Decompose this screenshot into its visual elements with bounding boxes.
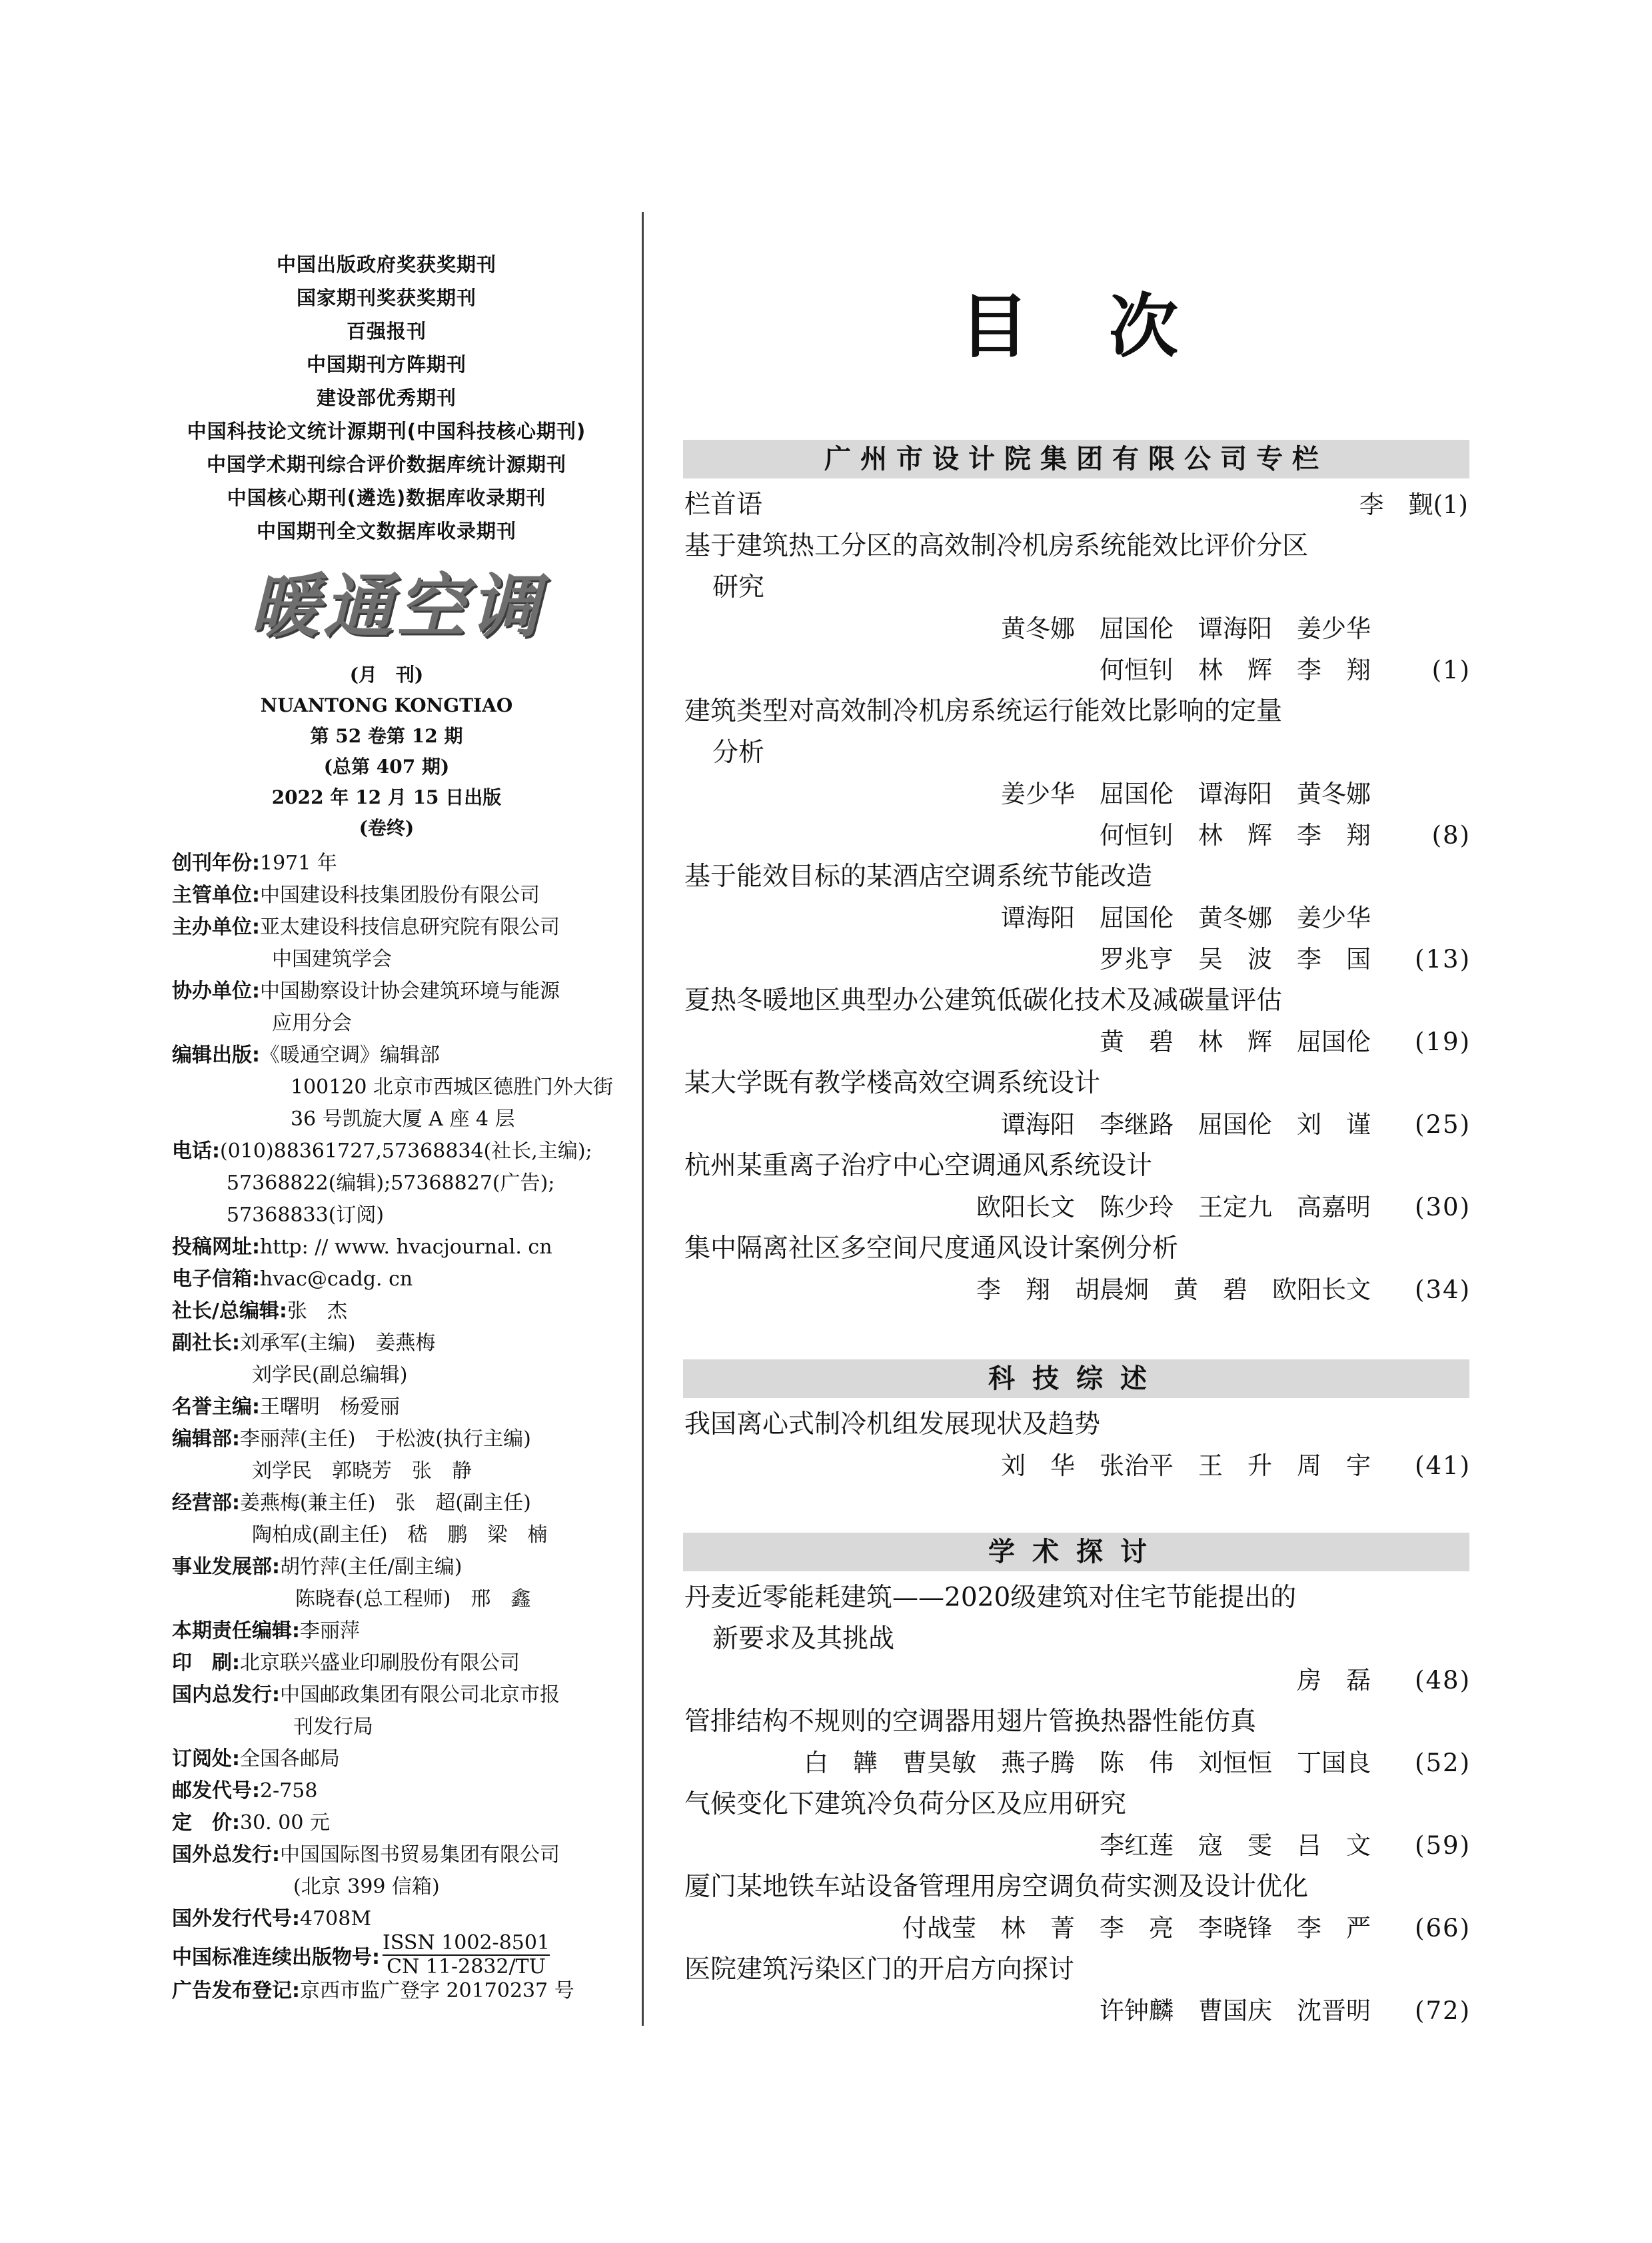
award-item: 中国期刊全文数据库收录期刊 [256, 520, 516, 542]
article-authors: 房 磊 (48) [684, 1661, 1473, 1701]
article-title[interactable]: 集中隔离社区多空间尺度通风设计案例分析 [684, 1233, 1179, 1263]
issue-pinyin: NUANTONG KONGTIAO [260, 694, 513, 716]
host-row: 主办单位:亚太建设科技信息研究院有限公司 [172, 916, 560, 939]
page-number: (19) [1415, 1028, 1471, 1056]
article-authors: 谭海阳 李继路 屈国伦 刘 谨 (25) [684, 1105, 1473, 1145]
vice-president-row: 副社长:刘承军(主编) 姜燕梅 [172, 1331, 436, 1355]
page-number: (13) [1415, 945, 1471, 974]
serial-number-row: 中国标准连续出版物号: ISSN 1002-8501 CN 11-2832/TU [172, 1931, 550, 1978]
honorary-editor-row: 名誉主编:王曙明 杨爱丽 [172, 1395, 400, 1419]
editorial-dept-row: 编辑部:李丽萍(主任) 于松波(执行主编) [172, 1427, 531, 1451]
article-author-page: 李 觐(1) [1359, 490, 1468, 519]
awards-list [160, 248, 613, 548]
domestic-distributor-row-cont: 刊发行局 [293, 1715, 373, 1739]
page-number: (41) [1415, 1451, 1471, 1480]
article-title-cont[interactable]: 研究 [712, 572, 765, 602]
issue-info [160, 660, 613, 844]
award-item: 中国核心期刊(遴选)数据库收录期刊 [227, 486, 546, 509]
phone-row-cont: 57368833(订阅) [227, 1203, 385, 1227]
masthead [172, 848, 632, 2007]
article-title[interactable]: 医院建筑污染区门的开启方向探讨 [684, 1954, 1075, 1984]
co-host-row: 协办单位:中国勘察设计协会建筑环境与能源 [172, 980, 560, 1003]
article-title[interactable]: 丹麦近零能耗建筑——2020级建筑对住宅节能提出的 [684, 1583, 1297, 1613]
email-row: 电子信箱:hvac@cadg. cn [172, 1267, 413, 1291]
award-item: 中国期刊方阵期刊 [306, 353, 466, 376]
postal-code-row: 邮发代号:2-758 [172, 1779, 318, 1803]
article-title[interactable]: 某大学既有教学楼高效空调系统设计 [684, 1068, 1101, 1098]
article-authors: 刘 华 张治平 王 升 周 宇 (41) [684, 1446, 1473, 1486]
editor-row: 编辑出版:《暖通空调》编辑部 [172, 1044, 440, 1067]
sponsor-row: 主管单位:中国建设科技集团股份有限公司 [172, 884, 540, 907]
article-authors: 许钟麟 曹国庆 沈晋明 (72) [684, 1991, 1473, 2031]
page-number: (25) [1415, 1110, 1471, 1139]
price-row: 定 价:30. 00 元 [172, 1811, 330, 1835]
issue-date: 2022 年 12 月 15 日出版 [271, 786, 502, 808]
article-title-cont[interactable]: 分析 [712, 738, 765, 768]
editorial-dept-row-cont: 刘学民 郭晓芳 张 静 [252, 1459, 472, 1483]
page-number: (8) [1431, 821, 1471, 850]
article-authors: 李红莲 寇 雯 吕 文 (59) [684, 1826, 1473, 1866]
article-authors: 谭海阳 屈国伦 黄冬娜 姜少华 [1001, 904, 1371, 932]
ad-license-row: 广告发布登记:京西市监广登字 20170237 号 [172, 1979, 574, 2002]
domestic-distributor-row: 国内总发行:中国邮政集团有限公司北京市报 [172, 1683, 560, 1707]
journal-logo: 暖通空调 [249, 566, 543, 647]
development-dept-row: 事业发展部:胡竹萍(主任/副主编) [172, 1555, 462, 1579]
article-authors: 罗兆亨 吴 波 李 国 (13) [684, 940, 1473, 980]
editor-address: 100120 北京市西城区德胜门外大街 [291, 1076, 614, 1099]
phone-row-cont: 57368822(编辑);57368827(广告); [227, 1171, 555, 1195]
article-title[interactable]: 管排结构不规则的空调器用翅片管换热器性能仿真 [684, 1707, 1257, 1737]
cn-number: CN 11-2832/TU [387, 1955, 546, 1978]
article-authors: 付战莹 林 菁 李 亮 李晓锋 李 严 (66) [684, 1908, 1473, 1948]
intl-distributor-row: 国外总发行:中国国际图书贸易集团有限公司 [172, 1843, 560, 1867]
business-dept-row-cont: 陶柏成(副主任) 嵇 鹏 梁 楠 [252, 1523, 548, 1547]
article-title[interactable]: 我国离心式制冷机组发展现状及趋势 [684, 1409, 1101, 1439]
article-title[interactable]: 气候变化下建筑冷负荷分区及应用研究 [684, 1789, 1127, 1819]
editor-address-cont: 36 号凯旋大厦 A 座 4 层 [291, 1108, 515, 1131]
article-authors: 黄 碧 林 辉 屈国伦 (19) [684, 1022, 1473, 1062]
award-item: 国家期刊奖获奖期刊 [296, 287, 476, 309]
award-item: 中国出版政府奖获奖期刊 [276, 253, 496, 276]
toc-title: 目次 [960, 286, 1259, 367]
responsible-editor-row: 本期责任编辑:李丽萍 [172, 1619, 360, 1643]
article-title[interactable]: 杭州某重离子治疗中心空调通风系统设计 [684, 1151, 1153, 1181]
section-header-review: 科技综述 [683, 1359, 1469, 1398]
award-item: 中国学术期刊综合评价数据库统计源期刊 [206, 453, 566, 476]
co-host-row-cont: 应用分会 [272, 1012, 352, 1035]
intl-distributor-row-cont: (北京 399 信箱) [293, 1875, 440, 1898]
article-title[interactable]: 建筑类型对高效制冷机房系统运行能效比影响的定量 [684, 696, 1283, 726]
president-row: 社长/总编辑:张 杰 [172, 1299, 347, 1323]
issue-volume: 第 52 卷第 12 期 [310, 725, 463, 747]
article-authors: 李 翔 胡晨炯 黄 碧 欧阳长文 (34) [684, 1270, 1473, 1310]
article-authors: 姜少华 屈国伦 谭海阳 黄冬娜 [1001, 780, 1371, 808]
article-authors: 白 韡 曹昊敏 燕子腾 陈 伟 刘恒恒 丁国良 (52) [684, 1743, 1473, 1783]
issn-cn-stack [383, 1932, 550, 1978]
host-row-cont: 中国建筑学会 [272, 948, 392, 971]
page-number: (34) [1415, 1275, 1471, 1304]
page-number: (72) [1415, 1996, 1471, 2025]
toc-entry[interactable] [684, 485, 1471, 525]
website-row: 投稿网址:http: // www. hvacjournal. cn [172, 1235, 552, 1259]
article-title[interactable]: 夏热冬暖地区典型办公建筑低碳化技术及减碳量评估 [684, 986, 1283, 1016]
article-title-cont[interactable]: 新要求及其挑战 [712, 1624, 895, 1654]
section-header-guangzhou: 广州市设计院集团有限公司专栏 [683, 440, 1469, 478]
website-link[interactable]: http: // www. hvacjournal. cn [260, 1235, 552, 1259]
article-authors: 欧阳长文 陈少玲 王定九 高嘉明 (30) [684, 1187, 1473, 1227]
award-item: 百强报刊 [346, 320, 426, 343]
vice-president-row-cont: 刘学民(副总编辑) [252, 1363, 408, 1387]
page-number: (30) [1415, 1193, 1471, 1221]
issue-frequency: (月 刊) [349, 664, 424, 686]
page-number: (66) [1415, 1914, 1471, 1942]
issn: ISSN 1002-8501 [383, 1931, 550, 1954]
phone-row: 电话:(010)88361727,57368834(社长,主编); [172, 1139, 592, 1163]
issue-final: (卷终) [359, 817, 414, 839]
article-authors: 黄冬娜 屈国伦 谭海阳 姜少华 [1001, 614, 1371, 643]
article-title: 栏首语 [684, 490, 763, 520]
email-link[interactable]: hvac@cadg. cn [260, 1267, 413, 1291]
article-authors: 何恒钊 林 辉 李 翔 (1) [684, 650, 1473, 690]
intl-code-row: 国外发行代号:4708M [172, 1907, 372, 1930]
column-divider [642, 212, 644, 2026]
page-number: (1) [1431, 656, 1471, 684]
founded-row: 创刊年份:1971 年 [172, 852, 337, 875]
development-dept-row-cont: 陈晓春(总工程师) 邢 鑫 [295, 1587, 531, 1611]
page-number: (52) [1415, 1749, 1471, 1777]
article-authors: 何恒钊 林 辉 李 翔 (8) [684, 816, 1473, 856]
printer-row: 印 刷:北京联兴盛业印刷股份有限公司 [172, 1651, 520, 1675]
business-dept-row: 经营部:姜燕梅(兼主任) 张 超(副主任) [172, 1491, 531, 1515]
page-number: (59) [1415, 1831, 1471, 1860]
award-item: 建设部优秀期刊 [316, 386, 456, 409]
section-header-academic: 学术探讨 [683, 1533, 1469, 1571]
subscription-row: 订阅处:全国各邮局 [172, 1747, 340, 1771]
page-number: (48) [1415, 1666, 1471, 1695]
award-item: 中国科技论文统计源期刊(中国科技核心期刊) [187, 420, 586, 442]
issue-total: (总第 407 期) [323, 756, 450, 778]
article-title[interactable]: 基于能效目标的某酒店空调系统节能改造 [684, 862, 1153, 892]
article-title[interactable]: 基于建筑热工分区的高效制冷机房系统能效比评价分区 [684, 531, 1309, 561]
article-title[interactable]: 厦门某地铁车站设备管理用房空调负荷实测及设计优化 [684, 1872, 1309, 1902]
